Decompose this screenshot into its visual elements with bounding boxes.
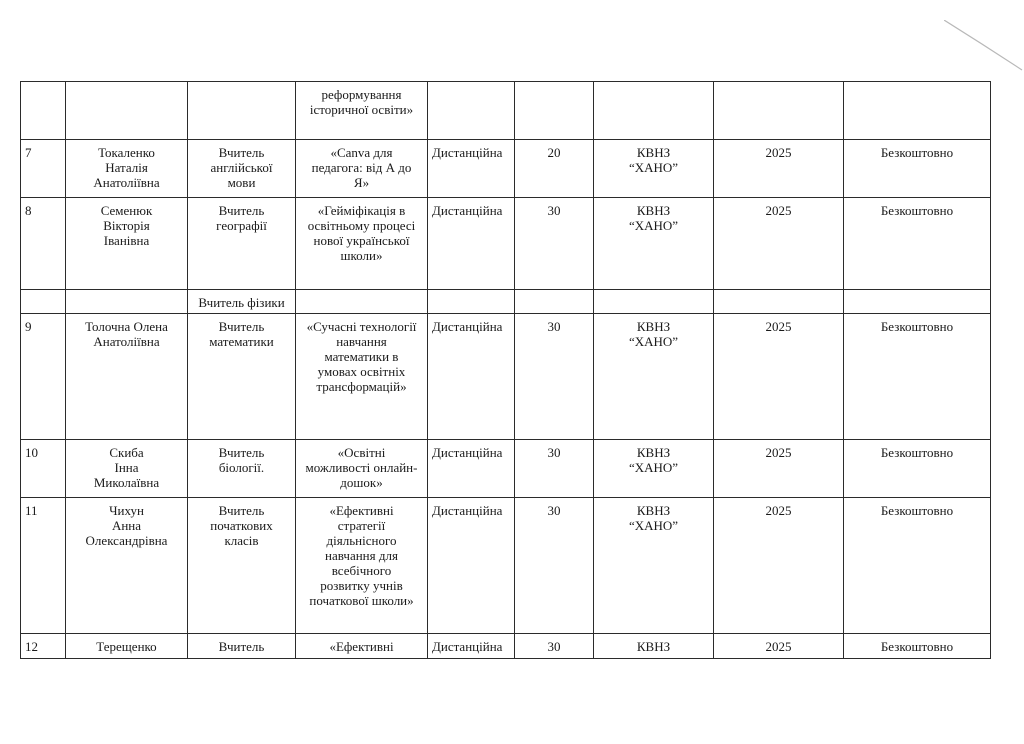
hours: 30 xyxy=(515,440,594,498)
institution: КВНЗ “ХАНО” xyxy=(594,314,714,440)
teacher-name xyxy=(66,82,188,140)
cost: Безкоштовно xyxy=(844,198,991,290)
institution: КВНЗ “ХАНО” xyxy=(594,440,714,498)
course-title: «Canva для педагога: від А до Я» xyxy=(296,140,428,198)
cost: Безкоштовно xyxy=(844,314,991,440)
study-form: Дистанційна xyxy=(428,140,515,198)
year: 2025 xyxy=(714,140,844,198)
institution: КВНЗ “ХАНО” xyxy=(594,140,714,198)
institution xyxy=(594,290,714,314)
hours: 30 xyxy=(515,634,594,659)
row-number: 7 xyxy=(21,140,66,198)
table-row xyxy=(21,314,991,440)
teacher-name: Семенюк Вікторія Іванівна xyxy=(66,198,188,290)
teacher-position xyxy=(188,82,296,140)
year: 2025 xyxy=(714,314,844,440)
courses-table xyxy=(20,81,991,659)
course-title: реформування історичної освіти» xyxy=(296,82,428,140)
table-row xyxy=(21,290,991,314)
scan-artifact-line xyxy=(944,20,1024,80)
study-form: Дистанційна xyxy=(428,440,515,498)
study-form: Дистанційна xyxy=(428,498,515,634)
teacher-position: Вчитель початкових класів xyxy=(188,498,296,634)
institution: КВНЗ xyxy=(594,634,714,659)
hours: 30 xyxy=(515,498,594,634)
teacher-position: Вчитель біології. xyxy=(188,440,296,498)
hours xyxy=(515,82,594,140)
teacher-position: Вчитель фізики xyxy=(188,290,296,314)
year: 2025 xyxy=(714,198,844,290)
row-number: 10 xyxy=(21,440,66,498)
row-number: 8 xyxy=(21,198,66,290)
table-row xyxy=(21,498,991,634)
study-form: Дистанційна xyxy=(428,314,515,440)
row-number xyxy=(21,82,66,140)
year xyxy=(714,82,844,140)
cost xyxy=(844,82,991,140)
teacher-name: Чихун Анна Олександрівна xyxy=(66,498,188,634)
row-number: 12 xyxy=(21,634,66,659)
teacher-position: Вчитель xyxy=(188,634,296,659)
row-number: 11 xyxy=(21,498,66,634)
course-title: «Гейміфікація в освітньому процесі нової української школи» xyxy=(296,198,428,290)
teacher-position: Вчитель математики xyxy=(188,314,296,440)
teacher-name: Скиба Інна Миколаївна xyxy=(66,440,188,498)
institution xyxy=(594,82,714,140)
row-number: 9 xyxy=(21,314,66,440)
year xyxy=(714,290,844,314)
hours: 30 xyxy=(515,198,594,290)
teacher-name: Токаленко Наталія Анатоліївна xyxy=(66,140,188,198)
row-number xyxy=(21,290,66,314)
cost xyxy=(844,290,991,314)
institution: КВНЗ “ХАНО” xyxy=(594,198,714,290)
cost: Безкоштовно xyxy=(844,498,991,634)
hours xyxy=(515,290,594,314)
teacher-name: Терещенко xyxy=(66,634,188,659)
cost: Безкоштовно xyxy=(844,140,991,198)
institution: КВНЗ “ХАНО” xyxy=(594,498,714,634)
table-row xyxy=(21,440,991,498)
table-row xyxy=(21,82,991,140)
cost: Безкоштовно xyxy=(844,634,991,659)
teacher-position: Вчитель англійської мови xyxy=(188,140,296,198)
year: 2025 xyxy=(714,498,844,634)
teacher-position: Вчитель географії xyxy=(188,198,296,290)
table-row xyxy=(21,140,991,198)
course-title: «Ефективні стратегії діяльнісного навчання для всебічного розвитку учнів початкової школи» xyxy=(296,498,428,634)
course-title: «Сучасні технології навчання математики в умовах освітніх трансформацій» xyxy=(296,314,428,440)
study-form xyxy=(428,290,515,314)
study-form: Дистанційна xyxy=(428,198,515,290)
course-title: «Освітні можливості онлайн- дошок» xyxy=(296,440,428,498)
cost: Безкоштовно xyxy=(844,440,991,498)
hours: 20 xyxy=(515,140,594,198)
teacher-name xyxy=(66,290,188,314)
year: 2025 xyxy=(714,440,844,498)
course-title: «Ефективні xyxy=(296,634,428,659)
teacher-name: Толочна Олена Анатоліївна xyxy=(66,314,188,440)
course-title xyxy=(296,290,428,314)
study-form xyxy=(428,82,515,140)
year: 2025 xyxy=(714,634,844,659)
table-row xyxy=(21,634,991,659)
table-row xyxy=(21,198,991,290)
study-form: Дистанційна xyxy=(428,634,515,659)
hours: 30 xyxy=(515,314,594,440)
